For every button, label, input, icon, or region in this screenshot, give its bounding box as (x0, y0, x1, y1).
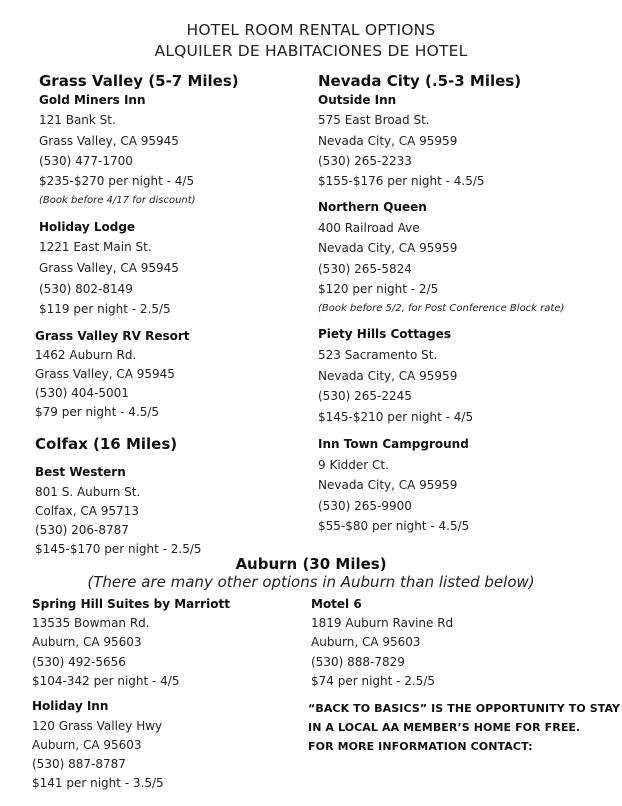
hotel-name-inn-town: Inn Town Campground (318, 437, 469, 451)
hotel-name-holiday-lodge: Holiday Lodge (39, 220, 136, 234)
region-auburn: Auburn (30 Miles) (235, 555, 387, 573)
hotel-name-outside-inn: Outside Inn (318, 93, 397, 107)
page-title: HOTEL ROOM RENTAL OPTIONS (186, 21, 436, 39)
hotel-address: 9 Kidder Ct. (318, 458, 389, 472)
hotel-name-gold-miners: Gold Miners Inn (39, 93, 146, 107)
hotel-phone: (530) 802-8149 (39, 282, 133, 296)
hotel-address: 400 Railroad Ave (318, 221, 420, 235)
hotel-phone: (530) 887-8787 (32, 757, 126, 771)
region-auburn-subtitle: (There are many other options in Auburn than listed below) (87, 573, 535, 591)
hotel-rate: $141 per night - 3.5/5 (32, 776, 164, 790)
hotel-city: Nevada City, CA 95959 (318, 369, 458, 383)
hotel-rate: $104-342 per night - 4/5 (32, 674, 180, 688)
page-subtitle: ALQUILER DE HABITACIONES DE HOTEL (154, 42, 468, 60)
hotel-rate: $74 per night - 2.5/5 (311, 674, 436, 688)
back-to-basics-line1: “BACK TO BASICS” IS THE OPPORTUNITY TO STAY (308, 702, 621, 715)
hotel-note: (Book before 5/2, for Post Conference Block rate) (318, 303, 565, 314)
hotel-address: 121 Bank St. (39, 113, 116, 127)
hotel-city: Auburn, CA 95603 (32, 635, 142, 649)
hotel-rate: $120 per night - 2/5 (318, 282, 439, 296)
hotel-city: Grass Valley, CA 95945 (39, 134, 179, 148)
hotel-address: 801 S. Auburn St. (35, 485, 141, 499)
back-to-basics-line2: IN A LOCAL AA MEMBER’S HOME FOR FREE. (308, 721, 581, 734)
hotel-phone: (530) 265-2245 (318, 389, 412, 403)
hotel-phone: (530) 888-7829 (311, 655, 405, 669)
hotel-address: 1221 East Main St. (39, 240, 152, 254)
hotel-rate: $79 per night - 4.5/5 (35, 405, 160, 419)
hotel-city: Nevada City, CA 95959 (318, 134, 458, 148)
region-nevada-city: Nevada City (.5-3 Miles) (318, 72, 522, 90)
hotel-phone: (530) 265-9900 (318, 499, 412, 513)
hotel-address: 523 Sacramento St. (318, 348, 438, 362)
hotel-city: Grass Valley, CA 95945 (39, 261, 179, 275)
hotel-city: Auburn, CA 95603 (32, 738, 142, 752)
hotel-name-piety-hills: Piety Hills Cottages (318, 327, 451, 341)
hotel-address: 120 Grass Valley Hwy (32, 719, 163, 733)
hotel-address: 1819 Auburn Ravine Rd (311, 616, 454, 630)
hotel-phone: (530) 265-5824 (318, 262, 412, 276)
hotel-city: Grass Valley, CA 95945 (35, 367, 175, 381)
hotel-city: Colfax, CA 95713 (35, 504, 139, 518)
hotel-city: Nevada City, CA 95959 (318, 478, 458, 492)
hotel-address: 575 East Broad St. (318, 113, 430, 127)
hotel-rate: $155-$176 per night - 4.5/5 (318, 174, 485, 188)
hotel-name-holiday-inn: Holiday Inn (32, 699, 109, 713)
hotel-rate: $55-$80 per night - 4.5/5 (318, 519, 470, 533)
back-to-basics-line3: FOR MORE INFORMATION CONTACT: (308, 740, 533, 753)
region-grass-valley: Grass Valley (5-7 Miles) (39, 72, 239, 90)
hotel-phone: (530) 492-5656 (32, 655, 126, 669)
hotel-address: 1462 Auburn Rd. (35, 348, 137, 362)
hotel-phone: (530) 265-2233 (318, 154, 412, 168)
hotel-address: 13535 Bowman Rd. (32, 616, 150, 630)
hotel-phone: (530) 206-8787 (35, 523, 129, 537)
hotel-phone: (530) 404-5001 (35, 386, 129, 400)
hotel-city: Nevada City, CA 95959 (318, 241, 458, 255)
hotel-rate: $235-$270 per night - 4/5 (39, 174, 195, 188)
hotel-name-spring-hill: Spring Hill Suites by Marriott (32, 597, 230, 611)
hotel-note: (Book before 4/17 for discount) (39, 195, 196, 206)
region-colfax: Colfax (16 Miles) (35, 435, 178, 453)
hotel-city: Auburn, CA 95603 (311, 635, 421, 649)
hotel-name-best-western: Best Western (35, 465, 126, 479)
hotel-rate: $145-$170 per night - 2.5/5 (35, 542, 202, 556)
hotel-rate: $119 per night - 2.5/5 (39, 302, 171, 316)
hotel-name-northern-queen: Northern Queen (318, 200, 427, 214)
hotel-phone: (530) 477-1700 (39, 154, 133, 168)
hotel-name-motel6: Motel 6 (311, 597, 362, 611)
hotel-name-rv-resort: Grass Valley RV Resort (35, 329, 190, 343)
hotel-rate: $145-$210 per night - 4/5 (318, 410, 474, 424)
